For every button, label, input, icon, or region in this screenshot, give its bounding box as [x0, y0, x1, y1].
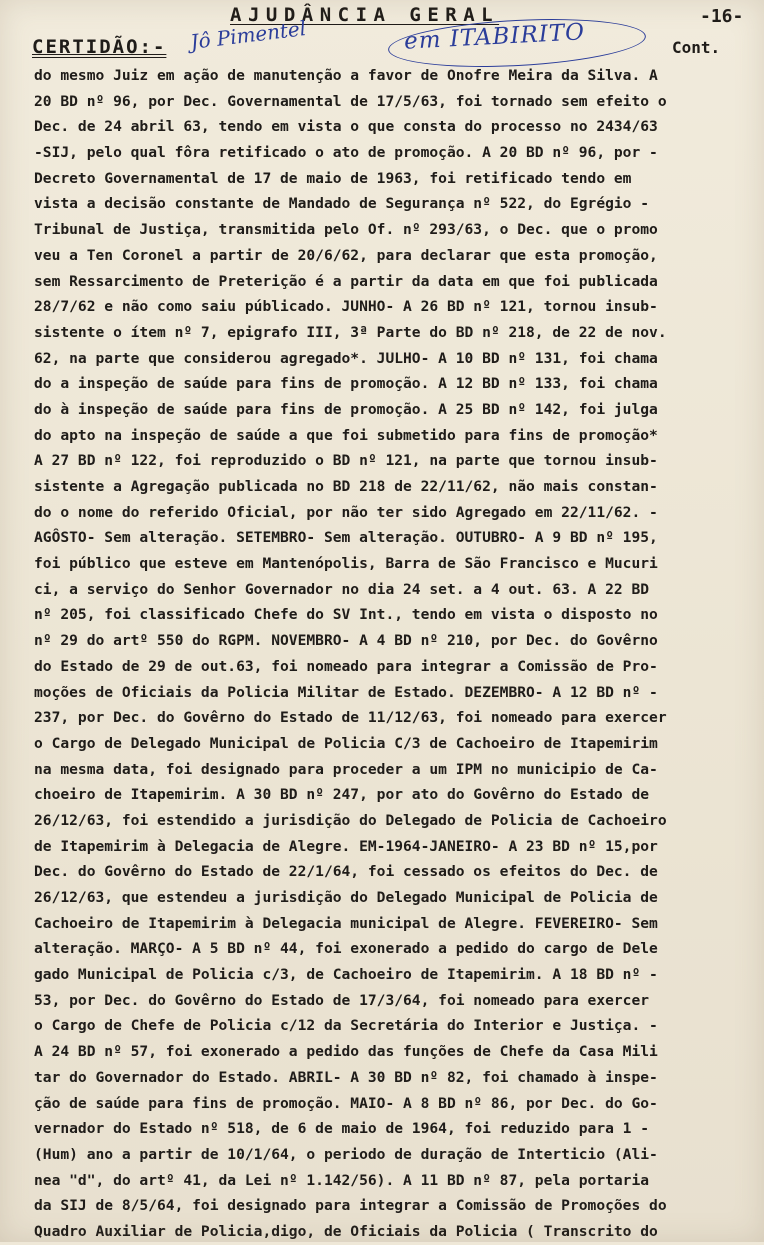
text-line: ci, a serviço do Senhor Governador no dia 24 set. a 4 out. 63. A 22 BD: [34, 580, 650, 598]
text-line: 237, por Dec. do Govêrno do Estado de 11/12/63, foi nomeado para exercer: [34, 709, 667, 727]
certificate-body: [34, 63, 758, 1245]
text-line: vista a decisão constante de Mandado de Segurança nº 522, do Egrégio -: [34, 195, 650, 213]
text-line: sem Ressarcimento de Preterição é a partir da data em que foi publicada: [34, 272, 658, 290]
text-line: Cachoeiro de Itapemirim à Delegacia municipal de Alegre. FEVEREIRO- Sem: [34, 914, 658, 932]
text-line: A 27 BD nº 122, foi reproduzido o BD nº 121, na parte que tornou insub-: [34, 452, 658, 470]
text-line: alteração. MARÇO- A 5 BD nº 44, foi exonerado a pedido do cargo de Dele: [34, 940, 658, 958]
header-title: AJUDÂNCIA GERAL: [230, 4, 500, 26]
page-number: -16-: [700, 6, 744, 27]
text-line: nea "d", do artº 41, da Lei nº 1.142/56). A 11 BD nº 87, pela portaria: [34, 1171, 650, 1189]
text-line: Quadro Auxiliar de Policia,digo, de Oficiais da Policia ( Transcrito do: [34, 1222, 658, 1240]
handwritten-name: Jô Pimentel: [189, 16, 308, 54]
text-line: do o nome do referido Oficial, por não ter sido Agregado em 22/11/62. -: [34, 503, 658, 521]
text-line: sistente a Agregação publicada no BD 218 de 22/11/62, não mais constan-: [34, 478, 658, 495]
text-line: nº 29 do artº 550 do RGPM. NOVEMBRO- A 4 BD nº 210, por Dec. do Govêrno: [34, 632, 658, 650]
text-line: ção de saúde para fins de promoção. MAIO- A 8 BD nº 86, por Dec. do Go-: [34, 1094, 658, 1112]
text-line: Dec. de 24 abril 63, tendo em vista o que consta do processo no 2434/63: [34, 118, 658, 136]
text-line: veu a Ten Coronel a partir de 20/6/62, para declarar que esta promoção,: [34, 246, 658, 264]
text-line: Decreto Governamental de 17 de maio de 1963, foi retificado tendo em: [34, 169, 632, 187]
text-line: 26/12/63, foi estendido a jurisdição do Delegado de Policia de Cachoeiro: [34, 811, 667, 829]
text-line: 53, por Dec. do Govêrno do Estado de 17/3/64, foi nomeado para exercer: [34, 991, 650, 1009]
text-line: 20 BD nº 96, por Dec. Governamental de 17/5/63, foi tornado sem efeito o: [34, 92, 667, 110]
text-line: sistente o ítem nº 7, epigrafo III, 3ª Parte do BD nº 218, de 22 de nov.: [34, 323, 667, 341]
text-line: choeiro de Itapemirim. A 30 BD nº 247, por ato do Govêrno do Estado de: [34, 786, 650, 804]
text-line: 62, na parte que considerou agregado*. JULHO- A 10 BD nº 131, foi chama: [34, 349, 658, 367]
text-line: do à inspeção de saúde para fins de promoção. A 25 BD nº 142, foi julga: [34, 400, 658, 418]
text-line: o Cargo de Delegado Municipal de Policia C/3 de Cachoeiro de Itapemirim: [34, 734, 658, 752]
document-title: CERTIDÃO:-: [32, 36, 167, 58]
text-line: Dec. do Govêrno do Estado de 22/1/64, foi cessado os efeitos do Dec. de: [34, 863, 658, 881]
text-line: A 24 BD nº 57, foi exonerado a pedido das funções de Chefe da Casa Mili: [34, 1043, 658, 1061]
text-line: 26/12/63, que estendeu a jurisdição do Delegado Municipal de Policia de: [34, 889, 658, 906]
text-line: AGÔSTO- Sem alteração. SETEMBRO- Sem alteração. OUTUBRO- A 9 BD nº 195,: [34, 529, 658, 547]
text-line: 28/7/62 e não como saiu públicado. JUNHO- A 26 BD nº 121, tornou insub-: [34, 298, 658, 316]
text-line: tar do Governador do Estado. ABRIL- A 30 BD nº 82, foi chamado à inspe-: [34, 1068, 658, 1086]
text-line: Tribunal de Justiça, transmitida pelo Of. nº 293/63, o Dec. que o promo: [34, 221, 658, 239]
text-line: vernador do Estado nº 518, de 6 de maio de 1964, foi reduzido para 1 -: [34, 1120, 650, 1138]
text-line: do apto na inspeção de saúde a que foi submetido para fins de promoção*: [34, 426, 658, 444]
page-header: [0, 2, 764, 28]
text-line: foi público que esteve em Mantenópolis, Barra de São Francisco e Mucuri: [34, 555, 658, 573]
text-line: na mesma data, foi designado para proceder a um IPM no municipio de Ca-: [34, 760, 658, 778]
text-line: nº 205, foi classificado Chefe do SV Int., tendo em vista o disposto no: [34, 606, 658, 624]
text-line: (Hum) ano a partir de 10/1/64, o periodo de duração de Interticio (Ali-: [34, 1145, 658, 1163]
text-line: do Estado de 29 de out.63, foi nomeado para integrar a Comissão de Pro-: [34, 657, 658, 675]
text-line: gado Municipal de Policia c/3, de Cachoeiro de Itapemirim. A 18 BD nº -: [34, 966, 658, 984]
text-line: de Itapemirim à Delegacia de Alegre. EM-1964-JANEIRO- A 23 BD nº 15,por: [34, 837, 658, 855]
text-line: do mesmo Juiz em ação de manutenção a favor de Onofre Meira da Silva. A: [34, 67, 658, 84]
handwritten-place: em ITABIRITO: [403, 19, 586, 55]
text-line: -SIJ, pelo qual fôra retificado o ato de promoção. A 20 BD nº 96, por -: [34, 144, 658, 162]
text-line: da SIJ de 8/5/64, foi designado para integrar a Comissão de Promoções do: [34, 1197, 667, 1215]
text-line: o Cargo de Chefe de Policia c/12 da Secretária do Interior e Justiça. -: [34, 1017, 658, 1035]
text-line: do a inspeção de saúde para fins de promoção. A 12 BD nº 133, foi chama: [34, 375, 658, 393]
text-line: moções de Oficiais da Policia Militar de Estado. DEZEMBRO- A 12 BD nº -: [34, 683, 658, 701]
continued-label: Cont.: [672, 38, 721, 57]
